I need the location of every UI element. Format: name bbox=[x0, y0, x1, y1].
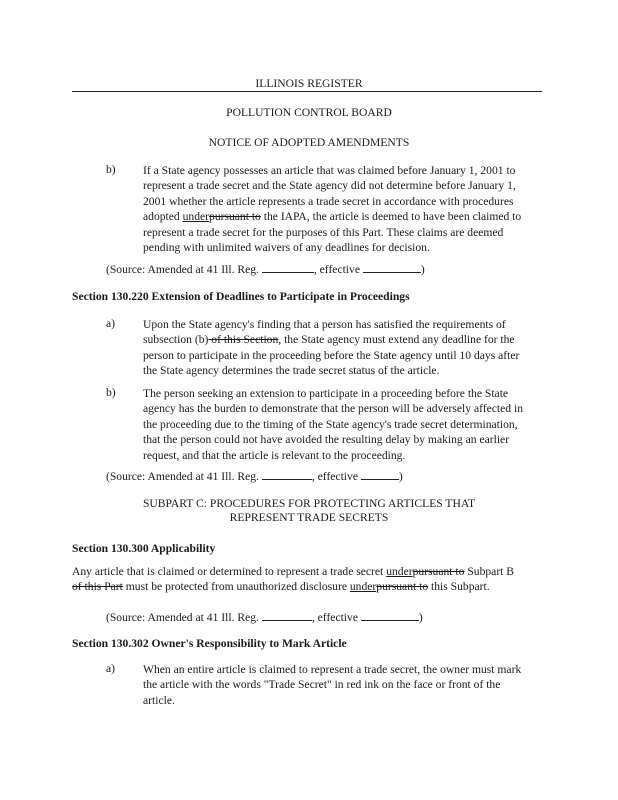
section-302-a-label: a) bbox=[106, 662, 116, 675]
section-302-heading: Section 130.302 Owner's Responsibility to Mark Article bbox=[72, 637, 347, 650]
section-220-b-line: agency has the burden to demonstrate that the person will be adversely affected in bbox=[143, 402, 523, 416]
section-220-b bbox=[143, 386, 543, 463]
para-b1-line: pending with unlimited waivers of any deadlines for decision. bbox=[143, 241, 430, 255]
deleted-text: pursuant to bbox=[376, 580, 429, 594]
subpart-c-line: SUBPART C: PROCEDURES FOR PROTECTING ARTICLES THAT bbox=[142, 497, 476, 510]
section-220-a-line: Upon the State agency's finding that a person has satisfied the requirements of bbox=[143, 318, 506, 331]
section-220-b-line: the proceeding due to the timing of the State agency's trade secret determination, bbox=[143, 417, 518, 431]
inserted-text: under bbox=[386, 565, 413, 578]
source-note-3: (Source: Amended at 41 Ill. Reg. , effective ) bbox=[106, 611, 423, 624]
section-300-body bbox=[72, 564, 547, 595]
section-220-a-label: a) bbox=[106, 317, 116, 330]
section-220-b-line: that the person could not have avoided the resulting delay by making an earlier bbox=[143, 433, 510, 447]
section-300-heading: Section 130.300 Applicability bbox=[72, 542, 216, 555]
subpart-c-line: REPRESENT TRADE SECRETS bbox=[229, 511, 389, 524]
section-220-a bbox=[143, 317, 543, 379]
section-220-b-line: The person seeking an extension to participate in a proceeding before the State bbox=[143, 387, 509, 400]
section-302-a-line: When an entire article is claimed to represent a trade secret, the owner must mark bbox=[143, 663, 522, 676]
section-302-a-line: article. bbox=[143, 693, 175, 707]
section-220-a-line: the State agency determines the trade secret status of the article. bbox=[143, 364, 440, 378]
section-302-a-line: the article with the words "Trade Secret" in red ink on the face or front of the bbox=[143, 678, 501, 692]
register-title: ILLINOIS REGISTER bbox=[255, 77, 363, 90]
notice-title: NOTICE OF ADOPTED AMENDMENTS bbox=[208, 136, 410, 149]
inserted-text: under bbox=[349, 580, 377, 594]
para-b1 bbox=[143, 163, 543, 255]
section-220-a-line: person to participate in the proceeding before the State agency until 10 days after bbox=[143, 348, 520, 362]
para-b1-label: b) bbox=[106, 163, 116, 176]
para-b1-line: adopted underpursuant to the IAPA, the article is deemed to have been claimed to bbox=[143, 210, 522, 224]
section-302-a bbox=[143, 662, 543, 708]
subpart-c-title bbox=[0, 497, 618, 524]
deleted-text: of this Part bbox=[72, 580, 123, 594]
section-300-line: of this Part must be protected from unauthorized disclosure underpursuant to this Subpart. bbox=[72, 580, 490, 594]
deleted-text: pursuant to bbox=[412, 565, 465, 578]
header-rule bbox=[72, 91, 542, 92]
inserted-text: under bbox=[182, 210, 210, 224]
section-220-heading: Section 130.220 Extension of Deadlines to Participate in Proceedings bbox=[72, 290, 410, 303]
para-b1-line: If a State agency possesses an article that was claimed before January 1, 2001 to bbox=[143, 164, 516, 177]
board-name: POLLUTION CONTROL BOARD bbox=[226, 106, 392, 119]
para-b1-line: 2001 whether the article represents a trade secret in accordance with procedures bbox=[143, 194, 514, 208]
section-220-b-label: b) bbox=[106, 386, 116, 399]
para-b1-line: represent a trade secret for the purposes of this Part. These claims are deemed bbox=[143, 225, 504, 239]
source-note-1: (Source: Amended at 41 Ill. Reg. , effective ) bbox=[106, 263, 425, 276]
section-220-a-line: subsection (b) of this Section, the State agency must extend any deadline for the bbox=[143, 333, 515, 347]
section-220-b-line: request, and that the article is relevant to the proceeding. bbox=[143, 448, 406, 462]
deleted-text: pursuant to bbox=[209, 210, 261, 224]
source-note-2: (Source: Amended at 41 Ill. Reg. , effective ) bbox=[106, 470, 403, 483]
deleted-text: of this Section bbox=[208, 333, 279, 347]
section-300-line: Any article that is claimed or determined to represent a trade secret underpursuant to Subpart B bbox=[72, 565, 515, 578]
para-b1-line: represent a trade secret and the State agency did not determine before January 1, bbox=[143, 179, 516, 193]
